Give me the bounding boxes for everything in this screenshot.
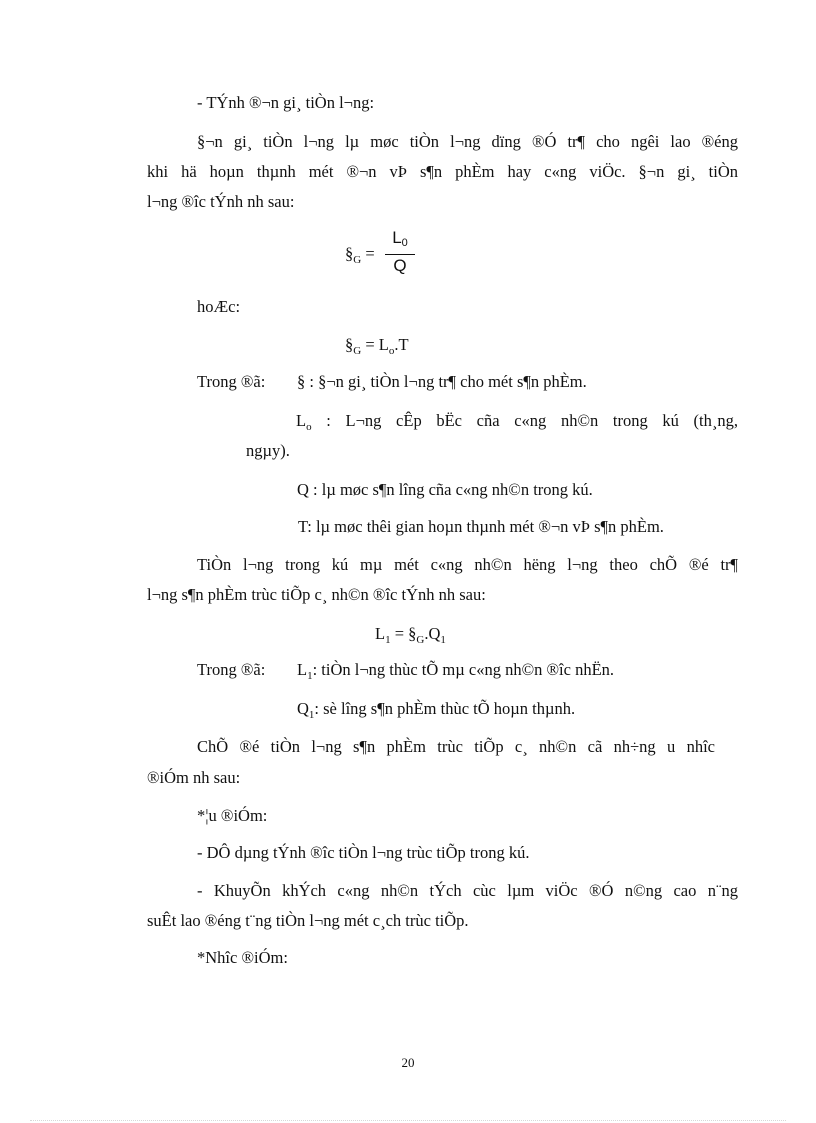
text-line: khi hä hoµn thµnh mét ®¬n vÞ s¶n phÈm hay c«ng viÖc. §¬n gi¸ tiÒn (147, 162, 738, 181)
text-line: l¬ng s¶n phÈm trùc tiÕp c¸ nh©n ®îc tÝnh nh sau: (147, 585, 486, 604)
text-line: ®iÓm nh sau: (147, 768, 241, 787)
page-number: 20 (401, 1055, 415, 1070)
definition-line: $L_o$ : L¬ng cÊp bËc cña c«ng nh©n trong kú (th¸ng, (296, 411, 738, 433)
definition-line: $Q_1$: sè lîng s¶n phÈm thùc tÕ hoµn thµnh. (297, 699, 576, 721)
page-bottom-divider (30, 1120, 786, 1121)
definition-line: Q : lµ møc s¶n lîng cña c«ng nh©n trong kú. (297, 480, 593, 499)
text-line: ngµy). (246, 441, 290, 460)
fraction-denominator: Q (393, 256, 407, 275)
definition-line: § : §¬n gi¸ tiÒn l¬ng tr¶ cho mét s¶n phÈm. (297, 372, 587, 391)
fraction-numerator: $L_0$ (392, 228, 408, 249)
formula-wage: $L_1$ = $\S_G.Q_1$ (375, 624, 446, 646)
definition-line: T: lµ møc thêi gian hoµn thµnh mét ®¬n vÞ s¶n phÈm. (298, 517, 664, 536)
paragraph-heading-unit-price: - TÝnh ®¬n gi¸ tiÒn l¬ng: (197, 93, 375, 112)
list-item: - KhuyÕn khÝch c«ng nh©n tÝch cùc lµm viÖc ®Ó n©ng cao n¨ng (197, 881, 738, 900)
definition-heading: Trong ®ã: (197, 660, 266, 679)
text-line: l¬ng ®îc tÝnh nh sau: (147, 192, 295, 211)
formula-unit-price-alt: $\S_G = L_o.T$ (345, 335, 409, 357)
list-item: - DÔ dµng tÝnh ®îc tiÒn l¬ng trùc tiÕp trong kú. (197, 843, 530, 862)
formula-unit-price-lhs: $\S_G$ = (345, 244, 375, 266)
text-line: ChÕ ®é tiÒn l¬ng s¶n phÈm trùc tiÕp c¸ nh©n cã nh÷ng u nhîc (197, 737, 715, 756)
text-line: hoÆc: (197, 297, 241, 316)
fraction-bar (385, 254, 415, 255)
text-line: §¬n gi¸ tiÒn l¬ng lµ møc tiÒn l¬ng dïng ®Ó tr¶ cho ngêi lao ®éng (197, 132, 738, 151)
definition-heading: Trong ®ã: (197, 372, 266, 391)
section-heading-advantages: *¦u ®iÓm: (197, 806, 268, 825)
formula-fraction (385, 228, 415, 275)
text-line: TiÒn l¬ng trong kú mµ mét c«ng nh©n hëng l¬ng theo chÕ ®é tr¶ (197, 555, 738, 574)
text-line: suÊt lao ®éng t¨ng tiÒn l¬ng mét c¸ch trùc tiÕp. (147, 911, 469, 930)
definition-line: $L_1$: tiÒn l¬ng thùc tÕ mµ c«ng nh©n ®îc nhËn. (297, 660, 615, 682)
section-heading-disadvantages: *Nhîc ®iÓm: (197, 948, 288, 967)
